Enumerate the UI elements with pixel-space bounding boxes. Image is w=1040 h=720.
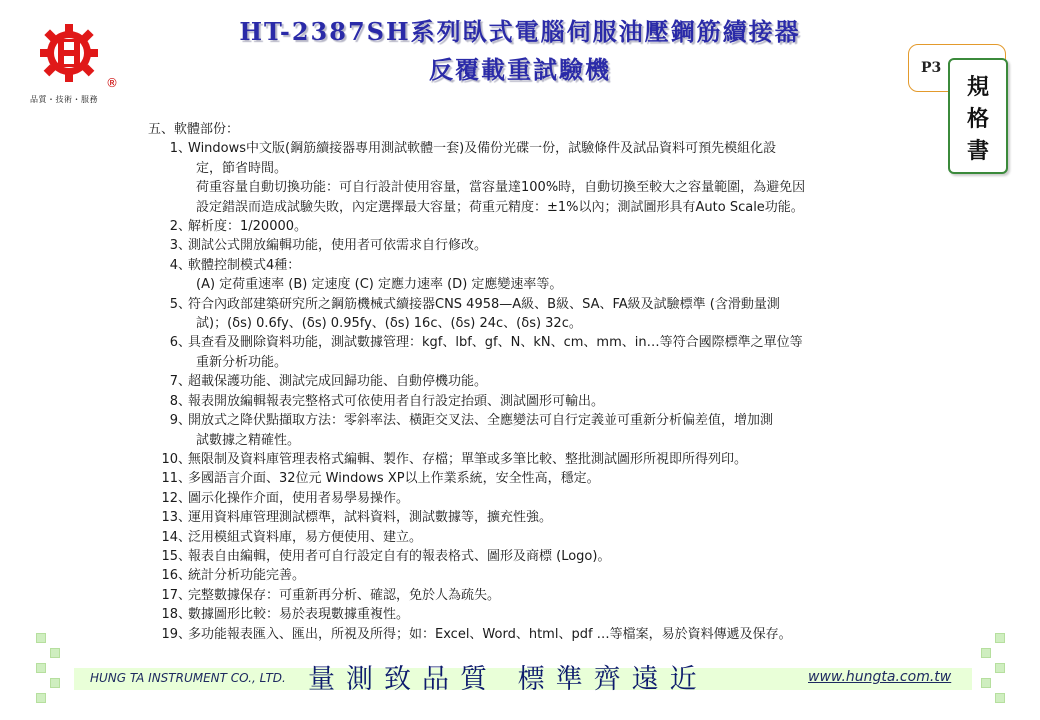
item-text: 軟體控制模式4種： [188, 257, 301, 273]
item-text: 超載保護功能、測試完成回歸功能、自動停機功能。 [188, 374, 488, 390]
decor-square [995, 633, 1005, 643]
item-text: 數據圖形比較：易於表現數據重複性。 [188, 607, 410, 623]
list-item [148, 217, 928, 236]
item-separator: 、 [178, 257, 192, 273]
item-text: 測試公式開放編輯功能，使用者可依需求自行修改。 [188, 238, 488, 254]
list-item-continuation [148, 178, 928, 197]
item-separator [178, 431, 188, 450]
decor-square [36, 633, 46, 643]
footer-url-link[interactable]: www.hungta.com.tw [808, 669, 952, 685]
item-separator [178, 353, 188, 372]
item-separator: 、 [178, 607, 192, 623]
item-number [148, 431, 178, 450]
list-item [148, 528, 928, 547]
decor-square [50, 678, 60, 688]
list-item [148, 236, 928, 255]
item-number: 16 [161, 568, 178, 584]
item-text: Windows中文版(鋼筋續接器專用測試軟體一套)及備份光碟一份，試驗條件及試品資料可預先模組化設 [188, 141, 777, 157]
list-item [148, 605, 928, 624]
item-separator [178, 314, 188, 333]
item-number: 6 [169, 335, 178, 351]
list-item [148, 625, 928, 644]
list-item [148, 256, 928, 275]
list-item-continuation [148, 159, 928, 178]
list-item-continuation [148, 431, 928, 450]
item-separator: 、 [178, 490, 192, 506]
item-number: 8 [169, 393, 178, 409]
footer-motto: 量測致品質 標準齊遠近 [308, 664, 708, 695]
item-number: 11 [161, 471, 178, 487]
item-separator [178, 178, 188, 197]
footer-company: HUNG TA INSTRUMENT CO., LTD. [90, 671, 286, 685]
item-separator [178, 159, 188, 178]
item-number: 14 [161, 529, 178, 545]
list-item-continuation [148, 198, 928, 217]
list-item [148, 411, 928, 430]
section-heading: 五、軟體部份： [148, 122, 240, 137]
item-separator [178, 275, 188, 294]
item-text: 重新分析功能。 [196, 354, 288, 370]
item-number: 3 [169, 238, 178, 254]
item-text: 報表自由編輯，使用者可自行設定自有的報表格式、圖形及商標 (Logo)。 [188, 548, 611, 564]
list-item [148, 489, 928, 508]
item-separator: 、 [178, 471, 192, 487]
spec-label-char: 規 [966, 74, 989, 100]
item-number: 10 [161, 451, 178, 467]
document-title [150, 14, 890, 88]
item-text: 完整數據保存：可重新再分析、確認，免於人為疏失。 [188, 587, 501, 603]
item-separator: 、 [178, 413, 192, 429]
spec-list [148, 139, 928, 644]
item-text: 運用資料庫管理測試標準，試料資料，測試數據等，擴充性強。 [188, 510, 553, 526]
item-text: 試)；(δs) 0.6fy、(δs) 0.95fy、(δs) 16c、(δs) 24c、(δs) 32c。 [196, 316, 582, 332]
item-separator: 、 [178, 393, 192, 409]
item-text: 統計分析功能完善。 [188, 568, 306, 584]
decor-square [36, 663, 46, 673]
item-text: (A) 定荷重速率 (B) 定速度 (C) 定應力速率 (D) 定應變速率等。 [196, 277, 563, 293]
item-separator: 、 [178, 510, 192, 526]
list-item [148, 295, 928, 314]
item-separator: 、 [178, 626, 192, 642]
item-separator: 、 [178, 451, 192, 467]
list-item [148, 547, 928, 566]
item-text: 定，節省時間。 [196, 160, 288, 176]
item-separator: 、 [178, 296, 192, 312]
page-number: P3 [921, 60, 942, 76]
item-separator: 、 [178, 529, 192, 545]
item-text: 泛用模組式資料庫，易方便使用、建立。 [188, 529, 423, 545]
decor-square [36, 693, 46, 703]
item-number: 1 [169, 141, 178, 157]
list-item [148, 450, 928, 469]
item-number [148, 314, 178, 333]
list-item-continuation [148, 314, 928, 333]
spec-label-char: 書 [966, 138, 989, 164]
list-item [148, 566, 928, 585]
item-number: 4 [169, 257, 178, 273]
item-number [148, 353, 178, 372]
list-item [148, 469, 928, 488]
spec-label-char: 格 [966, 106, 989, 132]
item-text: 荷重容量自動切換功能：可自行設計使用容量，當容量達100%時，自動切換至較大之容量範圍，為避免因 [196, 180, 806, 196]
gear-h-logo-icon [30, 22, 108, 84]
item-number: 19 [161, 626, 178, 642]
item-separator: 、 [178, 335, 192, 351]
item-number: 15 [161, 548, 178, 564]
item-text: 解析度：1/20000。 [188, 219, 308, 235]
registered-mark: ® [106, 76, 118, 90]
list-item-continuation [148, 353, 928, 372]
spec-label-box [948, 58, 1008, 174]
software-section [148, 120, 928, 644]
item-separator: 、 [178, 219, 192, 235]
item-text: 試數據之精確性。 [196, 432, 301, 448]
item-number: 9 [169, 413, 178, 429]
item-text: 圖示化操作介面，使用者易學易操作。 [188, 490, 410, 506]
item-number: 17 [161, 587, 178, 603]
decor-square [981, 678, 991, 688]
list-item [148, 392, 928, 411]
item-number [148, 198, 178, 217]
item-number: 13 [161, 510, 178, 526]
list-item [148, 508, 928, 527]
decor-square [995, 663, 1005, 673]
logo-tagline: 品質・技術・服務 [30, 95, 98, 104]
decor-square [981, 648, 991, 658]
item-text: 多國語言介面、32位元 Windows XP以上作業系統，安全性高，穩定。 [188, 471, 600, 487]
item-separator [178, 198, 188, 217]
item-text: 具查看及刪除資料功能，測試數據管理：kgf、lbf、gf、N、kN、cm、mm、in…等符合國際標準之單位等 [188, 335, 803, 351]
item-number [148, 178, 178, 197]
list-item-continuation [148, 275, 928, 294]
item-text: 設定錯誤而造成試驗失敗，內定選擇最大容量；荷重元精度：±1%以內；測試圖形具有Auto Scale功能。 [196, 199, 804, 215]
item-number: 18 [161, 607, 178, 623]
item-text: 符合內政部建築研究所之鋼筋機械式續接器CNS 4958—A級、B級、SA、FA級及試驗標準 (含滑動量測 [188, 296, 780, 312]
item-number: 2 [169, 219, 178, 235]
item-separator: 、 [178, 238, 192, 254]
list-item [148, 372, 928, 391]
item-separator: 、 [178, 568, 192, 584]
item-number [148, 275, 178, 294]
item-separator: 、 [178, 548, 192, 564]
company-logo [30, 22, 108, 84]
item-text: 開放式之降伏點擷取方法：零斜率法、橫距交叉法、全應變法可自行定義並可重新分析偏差值，增加測 [188, 413, 774, 429]
item-number: 7 [169, 374, 178, 390]
item-separator: 、 [178, 141, 192, 157]
list-item [148, 586, 928, 605]
item-separator: 、 [178, 587, 192, 603]
title-line-2: 反覆載重試驗機 [429, 55, 611, 84]
item-number [148, 159, 178, 178]
item-text: 報表開放編輯報表完整格式可依使用者自行設定抬頭、測試圖形可輸出。 [188, 393, 605, 409]
list-item [148, 333, 928, 352]
list-item [148, 139, 928, 158]
item-text: 多功能報表匯入、匯出，所視及所得；如：Excel、Word、html、pdf …等檔案，易於資料傳遞及保存。 [188, 626, 792, 642]
item-separator: 、 [178, 374, 192, 390]
decor-square [995, 693, 1005, 703]
decor-square [50, 648, 60, 658]
item-text: 無限制及資料庫管理表格式編輯、製作、存檔；單筆或多筆比較、整批測試圖形所視即所得列印。 [188, 451, 748, 467]
item-number: 5 [169, 296, 178, 312]
title-line-1: HT-2387SH系列臥式電腦伺服油壓鋼筋續接器 [239, 17, 801, 46]
item-number: 12 [161, 490, 178, 506]
